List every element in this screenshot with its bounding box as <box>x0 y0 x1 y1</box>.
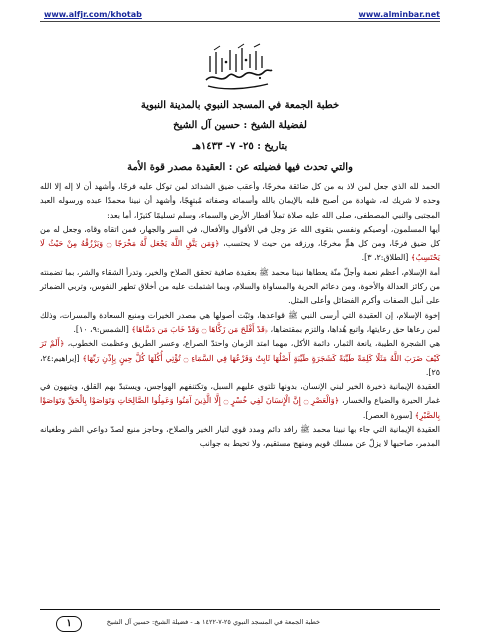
paragraph-6: العقيدة الإيمانية ذخيرة الخير لبني الإنسان، بدونها تلتوي عليهم السبل، وتكتنفهم الهواجس، ويستبدّ بهم القلق، ويتيهون في غمار الحيرة والضياع والخسار، ﴿وَالْعَصْرِ ۝ إِنَّ الْإِنسَانَ لَفِي خُسْرٍ ۝ إِلَّا الَّذِينَ آمَنُوا وَعَمِلُوا الصَّالِحَاتِ وَتَوَاصَوْا بِالْحَقِّ وَتَوَاصَوْا بِالصَّبْرِ﴾ [سورة العصر]. <box>40 382 440 420</box>
footer-divider <box>40 609 440 610</box>
paragraph-7: العقيدة الإيمانية التي جاء بها نبينا محمد ﷺ رافد دائم ومدد قوي لتيار الخير والصلاح، وحاجز منيع لصدّ دواعي الشر وطغيانه المدمر، صاحبها لا يزلّ عن مسلك قويم ومنهج مستقيم، ولا تحيط به جوانب <box>40 425 440 449</box>
sermon-date: بتاريخ : ٢٥- ٧- ١٤٣٣هـ <box>192 141 288 152</box>
sermon-titles <box>40 100 440 173</box>
url-left-link[interactable]: www.alfjr.com/khotab <box>44 10 142 19</box>
quran-verse: ﴿وَمَن يَتَّقِ اللَّهَ يَجْعَل لَّهُ مَخْرَجًا ۝ وَيَرْزُقْهُ مِنْ حَيْثُ لَا يَحْتَسِبُ﴾ <box>40 239 440 263</box>
paragraph-3: أمة الإسلام، أعظم نعمة وأجلّ منّة يعطاها نبينا محمد ﷺ بعقيدة صافية تحقق الصلاح والخير، وتدرأ الشقاء والشر، بما تضمنته من ركائز العدالة والأخوة، ومن دعائم الحرية والمساواة والسلام، وبما اشتملت عليه من أخلاق تطهر النفوس، وتربي الضمائر على أنبل الصفات وأكرم الفضائل وأعلى المثل. <box>40 267 440 306</box>
url-right-link[interactable]: www.alminbar.net <box>358 10 440 19</box>
quran-verse: ﴿أَلَمْ تَرَ كَيْفَ ضَرَبَ اللَّهُ مَثَلًا كَلِمَةً طَيِّبَةً كَشَجَرَةٍ طَيِّبَةٍ أَصْلُهَا ثَابِتٌ وَفَرْعُهَا فِي السَّمَاءِ ۝ تُؤْتِي أُكُلَهَا كُلَّ حِينٍ بِإِذْنِ رَبِّهَا﴾ <box>40 339 441 363</box>
sermon-title: خطبة الجمعة في المسجد النبوي بالمدينة النبوية <box>140 100 340 111</box>
paragraph-4: إخوة الإسلام، إن العقيدة التي أرسى النبي ﷺ قواعدها، وثبّت أصولها هي مصدر الخيرات ومنبع السعادة والمسرات، وذلك لمن رعاها حق رعايتها، واتبع هُداها، والتزم بمقتضاها، ﴿قَدْ أَفْلَحَ مَن زَكَّاهَا ۝ وَقَدْ خَابَ مَن دَسَّاهَا﴾ [الشمس:٩، ١٠]. <box>40 310 440 334</box>
sermon-topic: والتي تحدث فيها فضيلته عن : العقيدة مصدر قوة الأمة <box>127 162 353 173</box>
sermon-body <box>40 180 440 452</box>
quran-verse: ﴿قَدْ أَفْلَحَ مَن زَكَّاهَا ۝ وَقَدْ خَابَ مَن دَسَّاهَا﴾ <box>131 324 269 334</box>
footer-text: خطبة الجمعة في المسجد النبوي ٢٥-٧-١٤٢٢ هـ - فضيلة الشيخ: حسين آل الشيخ <box>106 618 320 626</box>
basmala-calligraphy-icon <box>200 42 276 92</box>
sheikh-name: لفضيلة الشيخ : حسين آل الشيخ <box>173 120 307 131</box>
paragraph-5: هي الشجرة الطيبة، يانعة الثمار، دائمة الأكل، مهما امتد الزمان واحتدّ الصراع، وعسر الطريق وعظمت الخطوب، ﴿أَلَمْ تَرَ كَيْفَ ضَرَبَ اللَّهُ مَثَلًا كَلِمَةً طَيِّبَةً كَشَجَرَةٍ طَيِّبَةٍ أَصْلُهَا ثَابِتٌ وَفَرْعُهَا فِي السَّمَاءِ ۝ تُؤْتِي أُكُلَهَا كُلَّ حِينٍ بِإِذْنِ رَبِّهَا﴾ [إبراهيم:٢٤، ٢٥]. <box>40 339 441 377</box>
paragraph-1: الحمد لله الذي جعل لمن لاذ به من كل ضائقة مخرجًا، وأعقب ضيق الشدائد لمن توكل عليه فرجًا، وأشهد أن لا إله إلا الله وحده لا شريك له، شهادة من أصبح قلبه بالإيمان بالله وأسمائه وصفاته مُبتهِجًا، وأشهد أن نبينا محمدًا عبده ورسوله العبد المجتبى والنبي المصطفى، صلى الله عليه صلاة تملأ أقطار الأرض والسماء، وسلم تسليمًا كثيرًا، أما بعد: <box>40 182 440 220</box>
paragraph-2: أيها المسلمون، أوصيكم ونفسي بتقوى الله عز وجل في الأقوال والأفعال، في السر والجهار، فمن اتقاه وقاه، وجعل له من كل ضيق فرجًا، ومن كل همٍّ مخرجًا، ورزقه من حيث لا يحتسب، ﴿وَمَن يَتَّقِ اللَّهَ يَجْعَل لَّهُ مَخْرَجًا ۝ وَيَرْزُقْهُ مِنْ حَيْثُ لَا يَحْتَسِبُ﴾ [الطلاق:٢، ٣]. <box>40 224 440 263</box>
page-number: ١ <box>56 616 82 632</box>
quran-verse: ﴿وَالْعَصْرِ ۝ إِنَّ الْإِنسَانَ لَفِي خُسْرٍ ۝ إِلَّا الَّذِينَ آمَنُوا وَعَمِلُوا الصَّالِحَاتِ وَتَوَاصَوْا بِالْحَقِّ وَتَوَاصَوْا بِالصَّبْرِ﴾ <box>40 396 440 420</box>
header-divider <box>40 21 440 22</box>
